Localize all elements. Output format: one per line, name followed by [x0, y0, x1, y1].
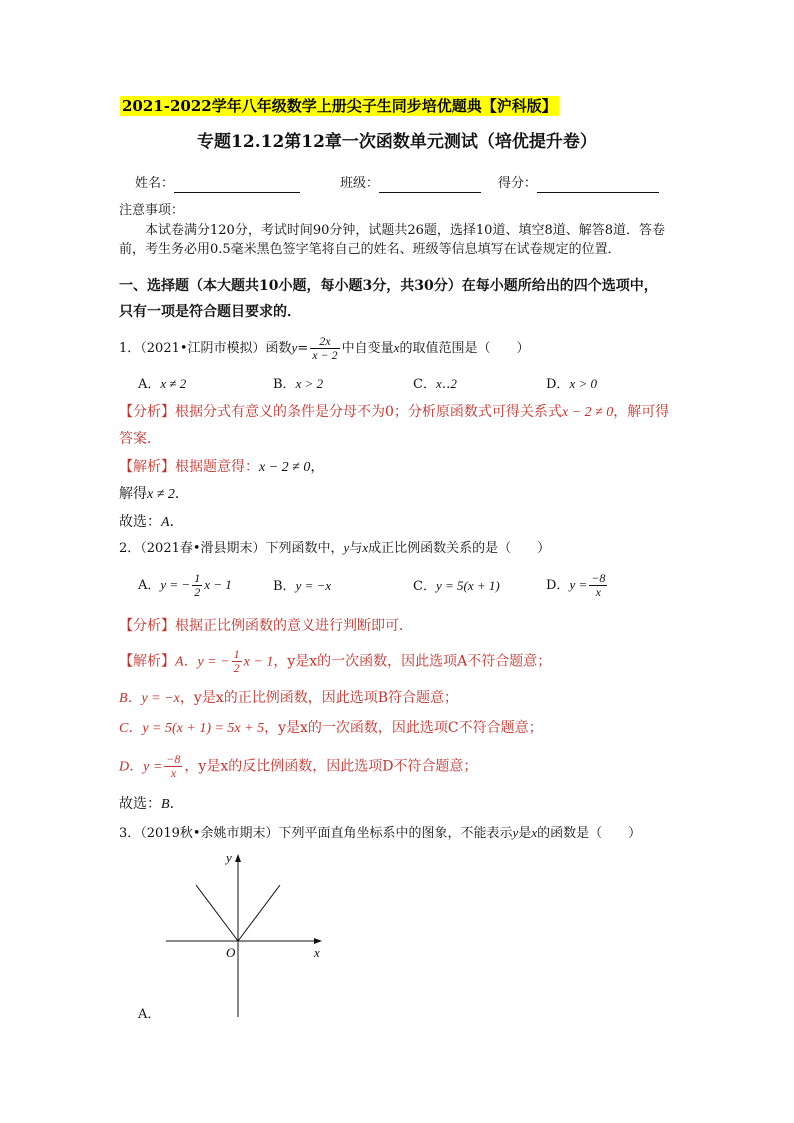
- q2-solution-d: [119, 753, 477, 781]
- q2-option-c[interactable]: [413, 576, 500, 597]
- q2-option-d[interactable]: [546, 572, 609, 599]
- q1-solution-text: 根据题意得：: [175, 459, 259, 475]
- q2-sa-text: ，y是x的一次函数，因此选项A不符合题意；: [273, 653, 552, 670]
- q1-option-d-math: x > 0: [569, 376, 597, 391]
- q2-sd-lhs: ．y =: [129, 759, 163, 775]
- q1-eq: =: [297, 341, 309, 356]
- q1-option-d[interactable]: [546, 374, 597, 395]
- q1-suffix2: 的取值范围是（ ）: [399, 341, 530, 356]
- q2-solution-b: [119, 687, 458, 710]
- q2-sa-rhs: x − 1: [243, 654, 274, 670]
- q2-option-a-num: 1: [194, 571, 201, 585]
- q1-solved: [119, 483, 189, 506]
- q1-analysis-end: ，解可得: [613, 404, 670, 420]
- q1-answer-end: ．: [169, 514, 184, 530]
- q1-solved-prefix: 解得: [119, 486, 147, 502]
- class-field[interactable]: [340, 175, 481, 193]
- notes-heading: 注意事项：: [119, 203, 185, 218]
- q1-solution-tag: 【解析】: [119, 459, 175, 475]
- q2-option-a-lhs: y = −: [160, 577, 191, 592]
- q3-suffix: 的函数是（ ）: [537, 826, 642, 841]
- q2-sd-text: ，y是x的反比例函数，因此选项D不符合题意；: [184, 758, 478, 775]
- q2-option-a-den: 2: [194, 585, 201, 599]
- q2-sa-frac: [232, 648, 242, 675]
- q2-answer-value: B: [161, 797, 170, 812]
- q1-option-c-label: C．: [413, 377, 436, 392]
- q2-prefix: 2．（2021春•滑县期末）下列函数中，: [119, 541, 344, 556]
- question-1: [119, 335, 529, 362]
- x-axis-label: x: [314, 945, 320, 960]
- y-axis-label: y: [226, 850, 232, 865]
- q2-option-d-den: x: [595, 585, 601, 599]
- q2-option-d-lhs: y =: [569, 577, 588, 592]
- q2-option-a-rhs: x − 1: [204, 577, 232, 592]
- q2-solution-tag: 【解析】: [119, 653, 175, 670]
- q1-suffix: 中自变量: [341, 341, 394, 356]
- q1-solution: [119, 456, 324, 479]
- q2-x: x: [362, 540, 369, 555]
- q1-analysis-tag: 【分析】: [119, 404, 175, 420]
- section-heading-line1: 一、选择题（本大题共10小题，每小题3分，共30分）在每小题所给出的四个选项中，: [119, 278, 658, 294]
- q2-answer: [119, 793, 184, 816]
- q2-option-a-frac: [192, 572, 202, 599]
- q2-answer-end: ．: [169, 796, 184, 812]
- name-blank[interactable]: [174, 180, 300, 193]
- class-blank[interactable]: [379, 180, 481, 193]
- q2-sc-math: ．y = 5(x + 1) = 5x + 5: [128, 721, 265, 736]
- q1-x: x: [393, 340, 400, 355]
- origin-label: O: [226, 945, 236, 960]
- q1-answer: [119, 511, 184, 534]
- q2-sd-den: x: [170, 766, 177, 780]
- graph-right-ray: [238, 885, 280, 941]
- q1-option-c-math: x‥2: [435, 376, 457, 391]
- q2-option-b-label: B．: [273, 579, 296, 594]
- q1-y: y: [291, 340, 298, 355]
- q2-sd-frac: [164, 753, 182, 780]
- page-title: 专题12.12第12章一次函数单元测试（培优提升卷）: [197, 132, 597, 152]
- q2-option-b[interactable]: [273, 576, 331, 597]
- q2-option-d-label: D．: [546, 578, 570, 593]
- q2-answer-prefix: 故选：: [119, 796, 161, 812]
- q2-sb-label: B: [119, 691, 128, 706]
- q1-solution-math: x − 2 ≠ 0: [259, 460, 311, 475]
- q1-fraction: [310, 335, 339, 362]
- q2-sc-label: C: [119, 721, 129, 736]
- q2-mid: 与: [349, 541, 363, 556]
- q2-option-d-num: −8: [591, 571, 606, 585]
- notes-body: 本试卷满分120分，考试时间90分钟，试题共26题，选择10道、填空8道、解答8道．答卷前，考生务必用0.5毫米黑色签字笔将自己的姓名、班级等信息填写在试卷规定的位置．: [119, 223, 665, 257]
- q2-option-c-label: C．: [413, 579, 436, 594]
- q3-mid: 是: [518, 826, 532, 841]
- y-axis-arrow: [235, 854, 241, 862]
- q2-suffix: 成正比例函数关系的是（ ）: [368, 541, 551, 556]
- q1-prefix: 1．（2021•江阴市模拟）函数: [119, 341, 292, 356]
- q3-option-a[interactable]: A．: [138, 1007, 161, 1022]
- q1-analysis-math: x − 2 ≠ 0: [561, 405, 614, 420]
- q1-option-b-math: x > 2: [295, 376, 324, 391]
- score-blank[interactable]: [537, 180, 659, 193]
- q1-solved-math: x ≠ 2: [147, 487, 175, 502]
- q2-sd-num: −8: [166, 752, 181, 766]
- question-2: [119, 538, 550, 559]
- q3-graph-a: [160, 845, 330, 1020]
- q2-option-a-label: A．: [138, 578, 161, 593]
- q2-option-b-math: y = −x: [295, 578, 332, 593]
- q1-option-a[interactable]: [138, 374, 186, 395]
- q2-solution-c: [119, 717, 543, 740]
- q1-option-a-math: x ≠ 2: [160, 376, 187, 391]
- q2-sa-lhs: ．y = −: [183, 654, 230, 670]
- q1-solution-end: ，: [310, 459, 325, 475]
- q1-frac-num: 2x: [310, 335, 339, 349]
- q2-option-d-frac: [589, 572, 607, 599]
- q3-x: x: [531, 825, 538, 840]
- x-axis-arrow: [314, 938, 322, 944]
- q1-answer-value: A: [161, 515, 170, 530]
- q2-sa-label: A: [175, 654, 184, 670]
- series-banner: 2021-2022学年八年级数学上册尖子生同步培优题典【沪科版】: [122, 97, 557, 115]
- q2-analysis-text: 根据正比例函数的意义进行判断即可．: [175, 618, 413, 634]
- q2-option-c-math: y = 5(x + 1): [435, 578, 500, 593]
- q1-option-b[interactable]: [273, 374, 323, 395]
- q2-sb-text: ，y是x的正比例函数，因此选项B符合题意；: [179, 690, 458, 706]
- q3-prefix: 3．（2019秋•余姚市期末）下列平面直角坐标系中的图象，不能表示: [119, 826, 513, 841]
- q1-solved-end: ．: [174, 486, 189, 502]
- q1-analysis-line2: 答案．: [119, 431, 161, 447]
- q1-frac-den: x − 2: [312, 348, 338, 362]
- q1-option-a-label: A．: [138, 377, 161, 392]
- q2-solution-a: [119, 648, 551, 676]
- q2-sc-text: ，y是x的一次函数，因此选项C不符合题意；: [264, 720, 543, 736]
- q1-answer-prefix: 故选：: [119, 514, 161, 530]
- q2-analysis-tag: 【分析】: [119, 618, 175, 634]
- name-label: 姓名：: [135, 176, 175, 191]
- class-label: 班级：: [340, 176, 380, 191]
- section-heading-line2: 只有一项是符合题目要求的．: [119, 304, 301, 320]
- q2-y: y: [343, 540, 350, 555]
- graph-left-ray: [196, 885, 238, 941]
- score-field[interactable]: [498, 175, 659, 193]
- q1-option-c[interactable]: [413, 374, 457, 395]
- name-field[interactable]: [135, 175, 300, 193]
- q2-sd-label: D: [119, 759, 130, 775]
- q2-sa-num: 1: [233, 647, 240, 661]
- score-label: 得分：: [498, 176, 538, 191]
- q2-sa-den: 2: [233, 661, 240, 675]
- q3-y: y: [512, 825, 519, 840]
- question-3: [119, 823, 641, 844]
- q2-option-a[interactable]: [138, 572, 232, 599]
- q1-option-d-label: D．: [546, 377, 570, 392]
- q1-analysis-text: 根据分式有意义的条件是分母不为0；分析原函数式可得关系式: [175, 404, 562, 420]
- q2-analysis: [119, 615, 413, 637]
- q2-sb-math: ．y = −x: [127, 691, 180, 706]
- q1-option-b-label: B．: [273, 377, 296, 392]
- q1-analysis: [119, 401, 669, 424]
